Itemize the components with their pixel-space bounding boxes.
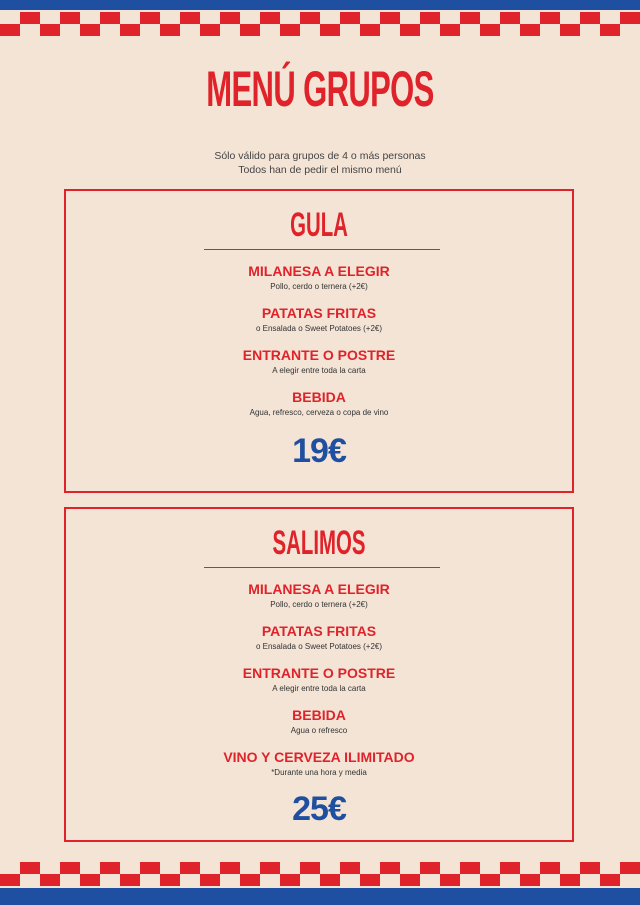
item-name: VINO Y CERVEZA ILIMITADO — [223, 749, 415, 765]
menu-box-salimos — [64, 507, 574, 842]
subtitle-line-2: Todos han de pedir el mismo menú — [238, 164, 402, 176]
top-checker-band — [0, 0, 640, 40]
item-desc: o Ensalada o Sweet Potatoes (+2€) — [255, 642, 383, 651]
item-desc: Agua o refresco — [290, 726, 348, 735]
item-desc: Pollo, cerdo o ternera (+2€) — [270, 282, 368, 291]
menu-item — [66, 749, 572, 778]
subtitle-line-1: Sólo válido para grupos de 4 o más personas — [214, 150, 426, 162]
page-title: MENÚ GRUPOS — [206, 61, 434, 117]
item-name: PATATAS FRITAS — [261, 305, 377, 321]
divider — [204, 249, 440, 250]
menu-item — [66, 347, 572, 376]
subtitle — [0, 149, 640, 177]
item-desc: o Ensalada o Sweet Potatoes (+2€) — [255, 324, 383, 333]
item-desc: *Durante una hora y media — [271, 768, 367, 777]
item-name: MILANESA A ELEGIR — [248, 263, 390, 279]
menu-item — [66, 305, 572, 334]
menu-item — [66, 389, 572, 418]
item-name: BEBIDA — [292, 707, 346, 723]
menu-item — [66, 623, 572, 652]
item-name: BEBIDA — [292, 389, 346, 405]
item-name: ENTRANTE O POSTRE — [242, 347, 396, 363]
price: 19€ — [292, 432, 346, 470]
menu-item — [66, 665, 572, 694]
item-desc: Pollo, cerdo o ternera (+2€) — [270, 600, 368, 609]
menu-item — [66, 707, 572, 736]
menu-item — [66, 581, 572, 610]
item-name: MILANESA A ELEGIR — [248, 581, 390, 597]
menu-item — [66, 263, 572, 292]
bottom-blue-strip — [0, 888, 640, 905]
menu-box-gula — [64, 189, 574, 493]
item-name: PATATAS FRITAS — [261, 623, 377, 639]
menu-name: SALIMOS — [272, 524, 366, 562]
menu-name: GULA — [290, 206, 348, 244]
item-desc: A elegir entre toda la carta — [272, 684, 366, 693]
bottom-checker-band — [0, 858, 640, 905]
item-desc: A elegir entre toda la carta — [272, 366, 366, 375]
item-name: ENTRANTE O POSTRE — [242, 665, 396, 681]
bottom-checker-pattern — [0, 862, 640, 886]
divider — [204, 567, 440, 568]
top-blue-strip — [0, 0, 640, 10]
item-desc: Agua, refresco, cerveza o copa de vino — [249, 408, 389, 417]
price: 25€ — [292, 790, 346, 828]
top-checker-pattern — [0, 12, 640, 36]
